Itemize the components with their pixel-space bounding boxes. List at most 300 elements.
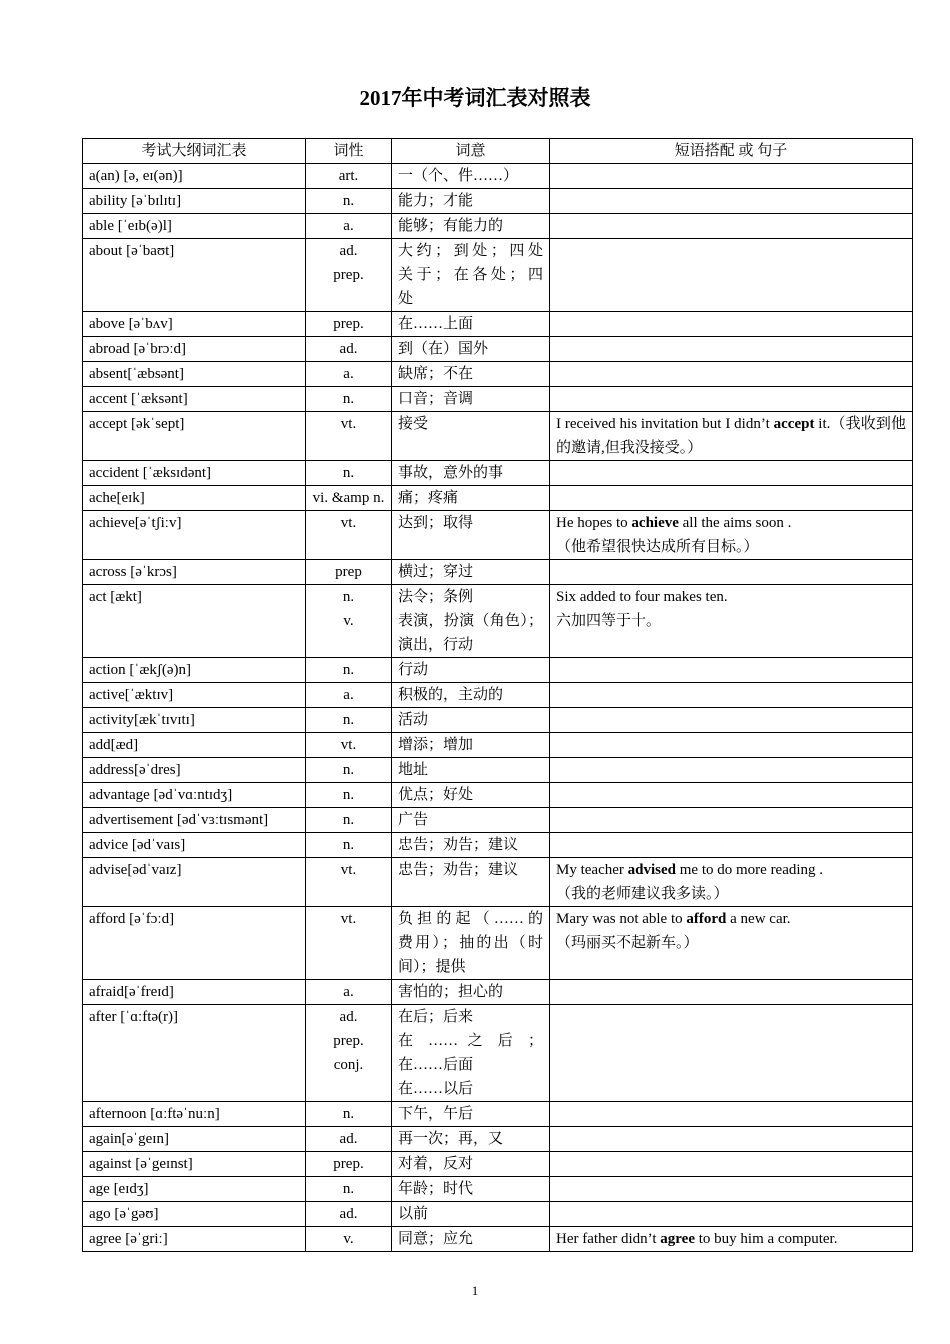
example-cell — [550, 486, 913, 511]
table-row — [83, 733, 913, 758]
meaning-cell — [392, 312, 550, 337]
meaning-line: 以前 — [398, 1206, 429, 1222]
word-text: accept [əkˈsept] — [89, 416, 185, 432]
part-of-speech-cell — [306, 1177, 392, 1202]
table-row — [83, 164, 913, 189]
meaning-cell — [392, 1202, 550, 1227]
meaning-line: 费用）；抽的出（时 — [398, 935, 543, 951]
example-keyword: afford — [686, 911, 727, 927]
meaning-line: 在 …… 之 后 ； — [398, 1033, 543, 1049]
word-cell — [83, 312, 306, 337]
example-text: me to do more reading . — [676, 862, 824, 878]
meaning-line: 增添；增加 — [398, 737, 474, 753]
table-row — [83, 387, 913, 412]
meaning-cell — [392, 511, 550, 560]
part-of-speech-cell — [306, 312, 392, 337]
part-of-speech-cell — [306, 658, 392, 683]
table-row — [83, 683, 913, 708]
meaning-line: 法令；条例 — [398, 589, 474, 605]
example-cell — [550, 980, 913, 1005]
part-of-speech: vi. &amp n. — [312, 490, 385, 506]
word-cell — [83, 733, 306, 758]
meaning-line: 下午，午后 — [398, 1106, 474, 1122]
meaning-cell — [392, 858, 550, 907]
meaning-cell — [392, 683, 550, 708]
word-text: again[əˈgeɪn] — [89, 1131, 169, 1147]
part-of-speech: a. — [343, 687, 354, 703]
part-of-speech-cell — [306, 683, 392, 708]
table-row — [83, 907, 913, 980]
word-cell — [83, 362, 306, 387]
part-of-speech: n. — [342, 762, 355, 778]
word-cell — [83, 907, 306, 980]
meaning-cell — [392, 1227, 550, 1252]
table-row — [83, 312, 913, 337]
part-of-speech-cell — [306, 486, 392, 511]
meaning-line: 活动 — [398, 712, 429, 728]
table-row — [83, 1227, 913, 1252]
part-of-speech-cell — [306, 1202, 392, 1227]
part-of-speech-cell — [306, 362, 392, 387]
example-cell — [550, 1177, 913, 1202]
part-of-speech-cell — [306, 164, 392, 189]
word-cell — [83, 164, 306, 189]
meaning-line: 积极的，主动的 — [398, 687, 504, 703]
word-text: above [əˈbʌv] — [89, 316, 173, 332]
example-cell — [550, 683, 913, 708]
table-row — [83, 189, 913, 214]
example-cell — [550, 907, 913, 980]
example-cell — [550, 1202, 913, 1227]
part-of-speech-cell — [306, 808, 392, 833]
example-cell — [550, 362, 913, 387]
example-keyword: accept — [773, 416, 815, 432]
meaning-cell — [392, 461, 550, 486]
example-sentence — [556, 907, 906, 931]
header-part-of-speech: 词性 — [306, 139, 392, 164]
word-text: act [ækt] — [89, 589, 142, 605]
part-of-speech-cell — [306, 337, 392, 362]
part-of-speech-cell — [306, 189, 392, 214]
word-cell — [83, 1227, 306, 1252]
example-cell — [550, 708, 913, 733]
example-cell — [550, 214, 913, 239]
table-row — [83, 461, 913, 486]
table-row — [83, 708, 913, 733]
part-of-speech: n. — [342, 712, 355, 728]
meaning-line: 忠告；劝告；建议 — [398, 862, 519, 878]
example-cell — [550, 1127, 913, 1152]
meaning-line: 痛；疼痛 — [398, 490, 459, 506]
example-keyword: achieve — [631, 515, 679, 531]
word-text: advantage [ədˈvɑːntɪdʒ] — [89, 787, 233, 803]
table-row — [83, 783, 913, 808]
word-text: active[ˈæktɪv] — [89, 687, 174, 703]
header-word: 考试大纲词汇表 — [83, 139, 306, 164]
word-text: against [əˈgeɪnst] — [89, 1156, 193, 1172]
meaning-line: 接受 — [398, 416, 429, 432]
word-text: achieve[əˈtʃiːv] — [89, 515, 182, 531]
vocabulary-table — [82, 138, 913, 1252]
meaning-line: 事故，意外的事 — [398, 465, 504, 481]
table-header-row — [83, 139, 913, 164]
word-text: ago [əˈgəʊ] — [89, 1206, 159, 1222]
part-of-speech-cell — [306, 733, 392, 758]
example-translation: （他希望很快达成所有目标。） — [556, 539, 759, 555]
part-of-speech: n. — [342, 193, 355, 209]
word-text: action [ˈækʃ(ə)n] — [89, 662, 192, 678]
example-keyword: advised — [627, 862, 676, 878]
example-sentence — [556, 412, 906, 460]
word-cell — [83, 1177, 306, 1202]
example-cell — [550, 461, 913, 486]
word-text: across [əˈkrɔs] — [89, 564, 177, 580]
table-row — [83, 1005, 913, 1102]
word-cell — [83, 486, 306, 511]
example-cell — [550, 1102, 913, 1127]
meaning-cell — [392, 658, 550, 683]
word-cell — [83, 858, 306, 907]
part-of-speech: vt. — [340, 737, 357, 753]
part-of-speech-cell — [306, 511, 392, 560]
table-row — [83, 511, 913, 560]
page-title: 2017年中考词汇表对照表 — [359, 86, 591, 110]
meaning-cell — [392, 1152, 550, 1177]
example-text: all the aims soon . — [678, 515, 792, 531]
meaning-line: 在后；后来 — [398, 1009, 474, 1025]
meaning-cell — [392, 214, 550, 239]
word-text: absent[ˈæbsənt] — [89, 366, 184, 382]
part-of-speech: vt. — [340, 515, 357, 531]
part-of-speech-cell — [306, 560, 392, 585]
meaning-cell — [392, 833, 550, 858]
example-text: to buy him a computer. — [694, 1231, 838, 1247]
example-text: He hopes to — [556, 515, 632, 531]
word-cell — [83, 511, 306, 560]
part-of-speech: n. — [342, 1181, 355, 1197]
part-of-speech-cell — [306, 585, 392, 658]
meaning-line: 同意；应允 — [398, 1231, 474, 1247]
word-cell — [83, 585, 306, 658]
meaning-cell — [392, 337, 550, 362]
meaning-line: 能够；有能力的 — [398, 218, 504, 234]
word-text: advice [ədˈvaɪs] — [89, 837, 186, 853]
meaning-line: 处 — [398, 291, 414, 307]
word-text: address[əˈdres] — [89, 762, 181, 778]
part-of-speech: ad. — [339, 1206, 358, 1222]
example-sentence — [556, 585, 906, 609]
meaning-line: 到（在）国外 — [398, 341, 489, 357]
part-of-speech: prep. — [333, 267, 364, 283]
example-sentence — [556, 1227, 906, 1251]
table-row — [83, 560, 913, 585]
part-of-speech: n. — [342, 465, 355, 481]
example-sentence — [556, 858, 906, 882]
word-cell — [83, 560, 306, 585]
meaning-line: 害怕的；担心的 — [398, 984, 504, 1000]
meaning-cell — [392, 189, 550, 214]
table-row — [83, 1202, 913, 1227]
meaning-cell — [392, 733, 550, 758]
meaning-cell — [392, 758, 550, 783]
part-of-speech-cell — [306, 1005, 392, 1102]
meaning-line: 大约；到处；四处 — [398, 243, 543, 259]
part-of-speech-cell — [306, 907, 392, 980]
example-cell — [550, 585, 913, 658]
word-text: afraid[əˈfreɪd] — [89, 984, 174, 1000]
part-of-speech-cell — [306, 980, 392, 1005]
part-of-speech: conj. — [333, 1057, 364, 1073]
word-cell — [83, 1102, 306, 1127]
meaning-line: 优点；好处 — [398, 787, 474, 803]
part-of-speech-cell — [306, 461, 392, 486]
part-of-speech-cell — [306, 858, 392, 907]
word-cell — [83, 658, 306, 683]
meaning-cell — [392, 808, 550, 833]
example-cell — [550, 387, 913, 412]
meaning-line: 在……上面 — [398, 316, 474, 332]
part-of-speech: v. — [343, 613, 354, 629]
meaning-line: 间）；提供 — [398, 959, 466, 975]
header-phrase-or-sentence: 短语搭配 或 句子 — [550, 139, 913, 164]
word-text: advertisement [ədˈvɜːtɪsmənt] — [89, 812, 269, 828]
table-row — [83, 1127, 913, 1152]
table-row — [83, 412, 913, 461]
word-cell — [83, 1202, 306, 1227]
meaning-line: 横过；穿过 — [398, 564, 474, 580]
table-row — [83, 980, 913, 1005]
table-row — [83, 808, 913, 833]
meaning-line: 缺席；不在 — [398, 366, 474, 382]
word-text: ability [əˈbɪlɪtɪ] — [89, 193, 182, 209]
meaning-line: 在……以后 — [398, 1081, 474, 1097]
table-row — [83, 214, 913, 239]
meaning-line: 再一次；再，又 — [398, 1131, 504, 1147]
word-cell — [83, 833, 306, 858]
meaning-line: 忠告；劝告；建议 — [398, 837, 519, 853]
meaning-cell — [392, 1005, 550, 1102]
meaning-cell — [392, 164, 550, 189]
part-of-speech: vt. — [340, 911, 357, 927]
meaning-line: 演出，行动 — [398, 637, 474, 653]
word-text: accident [ˈæksɪdənt] — [89, 465, 212, 481]
part-of-speech: prep. — [333, 316, 364, 332]
word-text: afford [əˈfɔːd] — [89, 911, 175, 927]
meaning-cell — [392, 387, 550, 412]
word-text: able [ˈeɪb(ə)l] — [89, 218, 172, 234]
part-of-speech-cell — [306, 758, 392, 783]
table-row — [83, 833, 913, 858]
word-cell — [83, 412, 306, 461]
part-of-speech: n. — [342, 391, 355, 407]
meaning-cell — [392, 412, 550, 461]
example-text: a new car. — [726, 911, 791, 927]
example-cell — [550, 239, 913, 312]
word-text: ache[eɪk] — [89, 490, 145, 506]
part-of-speech: ad. — [339, 1131, 358, 1147]
word-cell — [83, 1152, 306, 1177]
table-row — [83, 1177, 913, 1202]
table-row — [83, 858, 913, 907]
meaning-cell — [392, 980, 550, 1005]
example-text: My teacher — [556, 862, 628, 878]
meaning-line: 一（个、件……） — [398, 168, 519, 184]
example-cell — [550, 189, 913, 214]
meaning-cell — [392, 1127, 550, 1152]
example-translation: （我的老师建议我多读。） — [556, 886, 729, 902]
word-cell — [83, 708, 306, 733]
part-of-speech-cell — [306, 1227, 392, 1252]
example-cell — [550, 337, 913, 362]
table-row — [83, 658, 913, 683]
table-row — [83, 362, 913, 387]
example-cell — [550, 560, 913, 585]
header-meaning: 词意 — [392, 139, 550, 164]
meaning-cell — [392, 239, 550, 312]
example-cell — [550, 658, 913, 683]
word-cell — [83, 980, 306, 1005]
word-cell — [83, 239, 306, 312]
example-text: it.（我收到他的邀请,但我没接受。） — [556, 416, 907, 456]
part-of-speech: prep. — [333, 1033, 364, 1049]
part-of-speech-cell — [306, 833, 392, 858]
table-row — [83, 758, 913, 783]
example-translation: 六加四等于十。 — [556, 613, 662, 629]
part-of-speech: a. — [343, 366, 354, 382]
word-cell — [83, 1005, 306, 1102]
example-cell — [550, 758, 913, 783]
meaning-cell — [392, 907, 550, 980]
example-cell — [550, 312, 913, 337]
word-cell — [83, 1127, 306, 1152]
meaning-cell — [392, 585, 550, 658]
example-translation: （玛丽买不起新车。） — [556, 935, 699, 951]
example-keyword: agree — [660, 1231, 695, 1247]
part-of-speech: ad. — [339, 341, 358, 357]
part-of-speech: a. — [343, 984, 354, 1000]
part-of-speech-cell — [306, 1127, 392, 1152]
word-text: add[æd] — [89, 737, 139, 753]
word-cell — [83, 758, 306, 783]
part-of-speech: v. — [343, 1231, 354, 1247]
meaning-line: 能力；才能 — [398, 193, 474, 209]
word-text: a(an) [ə, eɪ(ən)] — [89, 168, 183, 184]
example-cell — [550, 511, 913, 560]
example-sentence — [556, 511, 906, 535]
word-cell — [83, 337, 306, 362]
meaning-line: 行动 — [398, 662, 429, 678]
meaning-line: 达到；取得 — [398, 515, 474, 531]
part-of-speech: ad. — [339, 1009, 358, 1025]
meaning-line: 负担的起（……的 — [398, 911, 543, 927]
example-text: Her father didn’t — [556, 1231, 661, 1247]
part-of-speech: vt. — [340, 416, 357, 432]
word-cell — [83, 808, 306, 833]
table-row — [83, 337, 913, 362]
meaning-cell — [392, 1102, 550, 1127]
part-of-speech: prep. — [333, 1156, 364, 1172]
table-row — [83, 1102, 913, 1127]
part-of-speech: n. — [342, 589, 355, 605]
meaning-cell — [392, 362, 550, 387]
part-of-speech-cell — [306, 387, 392, 412]
example-cell — [550, 858, 913, 907]
part-of-speech-cell — [306, 708, 392, 733]
part-of-speech: art. — [338, 168, 359, 184]
example-cell — [550, 808, 913, 833]
part-of-speech: n. — [342, 837, 355, 853]
meaning-cell — [392, 560, 550, 585]
part-of-speech: n. — [342, 787, 355, 803]
part-of-speech: ad. — [339, 243, 358, 259]
word-cell — [83, 214, 306, 239]
word-text: abroad [əˈbrɔːd] — [89, 341, 187, 357]
part-of-speech-cell — [306, 1152, 392, 1177]
meaning-line: 口音；音调 — [398, 391, 474, 407]
word-text: advise[ədˈvaɪz] — [89, 862, 182, 878]
word-cell — [83, 683, 306, 708]
meaning-line: 年龄；时代 — [398, 1181, 474, 1197]
example-cell — [550, 783, 913, 808]
word-cell — [83, 189, 306, 214]
table-row — [83, 486, 913, 511]
example-cell — [550, 164, 913, 189]
part-of-speech: n. — [342, 662, 355, 678]
example-text: Six added to four makes ten. — [556, 589, 728, 605]
word-cell — [83, 461, 306, 486]
meaning-line: 地址 — [398, 762, 429, 778]
page-number: 1 — [471, 1283, 479, 1298]
part-of-speech-cell — [306, 783, 392, 808]
meaning-cell — [392, 783, 550, 808]
vocabulary-table-body — [83, 139, 913, 1252]
meaning-cell — [392, 708, 550, 733]
meaning-cell — [392, 1177, 550, 1202]
part-of-speech-cell — [306, 239, 392, 312]
part-of-speech-cell — [306, 1102, 392, 1127]
example-cell — [550, 733, 913, 758]
part-of-speech-cell — [306, 412, 392, 461]
example-text: I received his invitation but I didn’t — [556, 416, 774, 432]
part-of-speech: n. — [342, 1106, 355, 1122]
table-row — [83, 585, 913, 658]
example-cell — [550, 412, 913, 461]
part-of-speech: n. — [342, 812, 355, 828]
meaning-line: 在……后面 — [398, 1057, 474, 1073]
word-text: age [eɪdʒ] — [89, 1181, 149, 1197]
part-of-speech: a. — [343, 218, 354, 234]
word-text: accent [ˈæksənt] — [89, 391, 188, 407]
table-row — [83, 1152, 913, 1177]
table-row — [83, 239, 913, 312]
word-text: afternoon [ɑːftəˈnuːn] — [89, 1106, 220, 1122]
word-text: about [əˈbaʊt] — [89, 243, 175, 259]
meaning-line: 表演，扮演（角色）； — [398, 613, 543, 629]
word-text: activity[ækˈtɪvɪtɪ] — [89, 712, 195, 728]
example-text: Mary was not able to — [556, 911, 687, 927]
meaning-line: 广告 — [398, 812, 429, 828]
meaning-cell — [392, 486, 550, 511]
meaning-line: 关于；在各处；四 — [398, 267, 543, 283]
word-cell — [83, 387, 306, 412]
example-cell — [550, 1152, 913, 1177]
meaning-line: 对着，反对 — [398, 1156, 474, 1172]
word-text: agree [əˈgriː] — [89, 1231, 168, 1247]
example-cell — [550, 833, 913, 858]
word-text: after [ˈɑːftə(r)] — [89, 1009, 179, 1025]
example-cell — [550, 1227, 913, 1252]
part-of-speech: prep — [335, 564, 362, 580]
